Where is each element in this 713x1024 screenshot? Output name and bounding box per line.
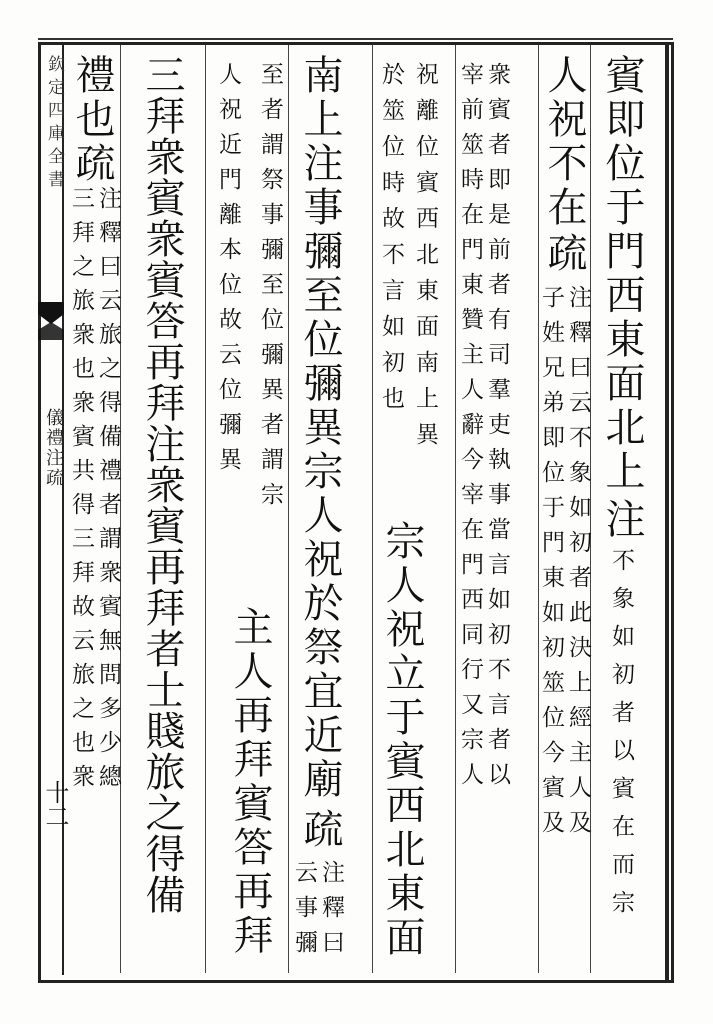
note-marker: 注 [599, 498, 645, 542]
top-rule [38, 38, 673, 40]
note-column-2a: 注釋曰云不象如初者此決上經主人及 [565, 285, 591, 845]
book-title: 儀禮注疏 [43, 408, 64, 488]
main-text-column-2: 人祝不在 [541, 54, 587, 230]
shu-marker: 疏 [541, 232, 587, 276]
note-column-2b: 子姓兄弟即位于門東如初筮位今賓及 [538, 285, 564, 845]
main-text-column-4: 宗人祝立于賓西北東面 [379, 520, 425, 960]
frame-right-rule [665, 42, 669, 983]
column-divider [372, 45, 373, 973]
column-divider [455, 45, 456, 973]
main-text-column-1: 賓即位于門西東面北上 [599, 54, 645, 494]
main-text-column-7: 三拜衆賓衆賓答再拜注衆賓再拜者士賤旅之得備 [139, 54, 185, 915]
shu-marker: 疏 [297, 808, 343, 852]
note-column-5b: 云事彌 [291, 860, 317, 965]
note-column-8b: 三拜之旅衆也衆賓共得三拜故云旅之也衆 [68, 186, 94, 798]
note-column-8a: 注釋曰云旅之得備禮者謂衆賓無問多少總 [95, 186, 121, 798]
fishtail-mark-icon [36, 300, 66, 345]
column-divider [288, 45, 289, 973]
note-column-5a: 注釋曰 [318, 860, 344, 965]
main-text-column-6: 主人再拜賓答再拜 [227, 606, 273, 958]
main-text-column-8: 禮也疏 [69, 54, 115, 186]
main-text-column-5: 南上注事彌至位彌異宗人祝於祭宜近廟 [297, 54, 343, 802]
note-column-3a: 衆賓者即是前者有司羣吏執事當言如初不言者以 [484, 62, 510, 797]
note-column-4a: 祝離位賓西北東面南上異 [412, 62, 438, 458]
note-column-4b: 於筮位時故不言如初也 [378, 62, 404, 422]
note-column-3b: 宰前筮時在門東贊主人辭今宰在門西同行又宗人 [457, 62, 483, 797]
note-column-6a: 至者謂祭事彌至位彌異者謂宗 [257, 62, 283, 517]
note-column-6b: 人祝近門離本位故云位彌異 [215, 62, 241, 482]
running-head: 欽定四庫全書 [44, 55, 64, 193]
note-column-1: 不象如初者以賓在而宗 [608, 548, 634, 928]
folio-number: 十二 [41, 780, 69, 828]
column-divider [205, 45, 206, 973]
